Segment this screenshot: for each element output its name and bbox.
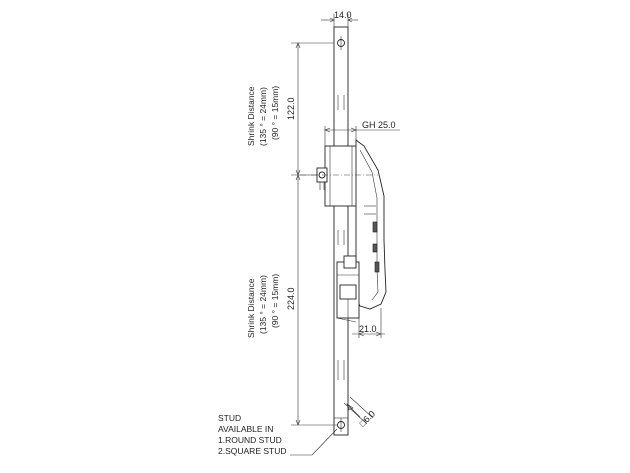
handle-height-label: GH 25.0 <box>362 120 396 130</box>
stud-size-label: □6.0 <box>357 408 378 429</box>
lower-lock-body <box>337 256 359 322</box>
top-width-label: 14.0 <box>334 10 352 20</box>
handle <box>356 140 386 309</box>
upper-length-label: 122.0 <box>286 97 296 120</box>
lower-shrink-note <box>246 274 280 338</box>
svg-text:STUD: STUD <box>218 413 242 423</box>
svg-text:(90 ° = 15mm): (90 ° = 15mm) <box>270 273 280 328</box>
stud-note <box>218 413 337 456</box>
svg-text:(90 ° = 15mm): (90 ° = 15mm) <box>270 85 280 140</box>
svg-text:Shrink Distance: Shrink Distance <box>246 278 256 338</box>
svg-text:1.ROUND STUD: 1.ROUND STUD <box>218 435 282 445</box>
upper-shrink-note <box>246 86 280 146</box>
stud-size-dimension <box>344 397 377 428</box>
svg-text:Shrink Distance: Shrink Distance <box>246 86 256 146</box>
svg-text:AVAILABLE IN: AVAILABLE IN <box>218 424 274 434</box>
lock-body <box>317 146 357 206</box>
body-depth-label: 21.0 <box>359 324 377 334</box>
svg-text:(135 ° = 24mm): (135 ° = 24mm) <box>258 87 268 146</box>
lower-length-label: 224.0 <box>286 287 296 310</box>
svg-text:2.SQUARE STUD: 2.SQUARE STUD <box>218 446 287 456</box>
svg-text:(135 ° = 24mm): (135 ° = 24mm) <box>258 275 268 334</box>
rod <box>334 27 348 435</box>
lower-length-dimension <box>286 175 338 425</box>
